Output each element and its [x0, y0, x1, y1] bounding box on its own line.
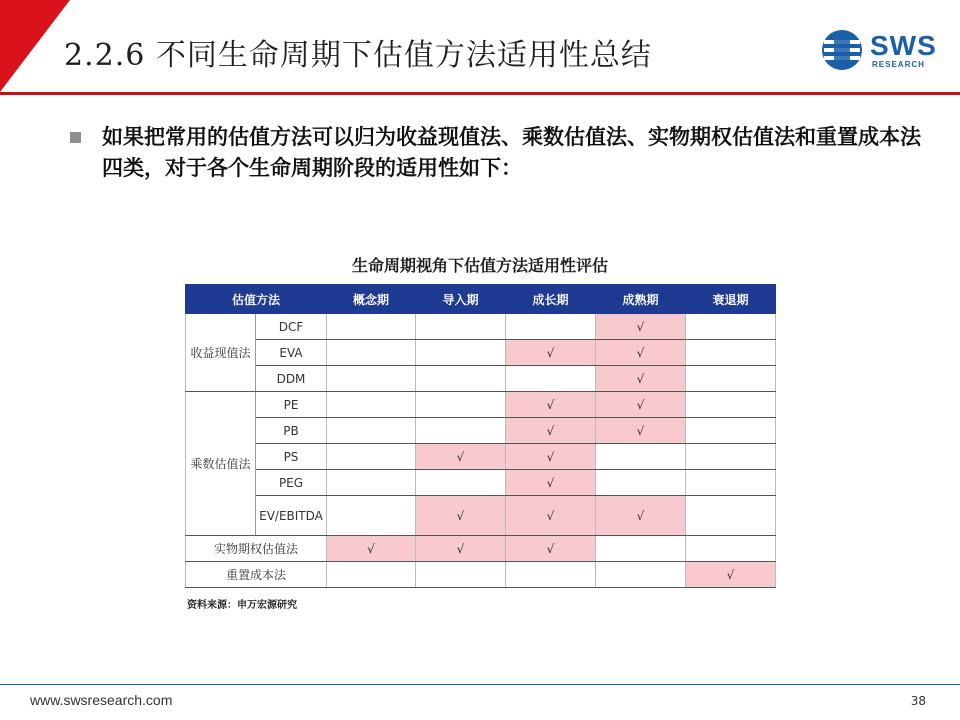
empty-cell	[327, 392, 416, 418]
sws-logo	[820, 28, 940, 74]
logo-emblem-icon	[820, 28, 864, 72]
method-label: PE	[256, 392, 327, 418]
check-cell: √	[506, 444, 596, 470]
method-label: EV/EBITDA	[256, 496, 327, 536]
check-cell: √	[596, 314, 686, 340]
empty-cell	[416, 470, 506, 496]
check-cell: √	[416, 536, 506, 562]
column-header: 导入期	[416, 285, 506, 314]
empty-cell	[327, 418, 416, 444]
empty-cell	[686, 536, 776, 562]
table-row	[186, 392, 776, 418]
column-header: 估值方法	[186, 285, 327, 314]
column-header: 概念期	[327, 285, 416, 314]
empty-cell	[327, 444, 416, 470]
empty-cell	[416, 562, 506, 588]
check-cell: √	[596, 418, 686, 444]
empty-cell	[686, 496, 776, 536]
empty-cell	[327, 314, 416, 340]
empty-cell	[506, 314, 596, 340]
empty-cell	[416, 392, 506, 418]
check-cell: √	[506, 496, 596, 536]
empty-cell	[327, 562, 416, 588]
table-row	[186, 470, 776, 496]
method-label: DCF	[256, 314, 327, 340]
empty-cell	[327, 470, 416, 496]
check-cell: √	[596, 392, 686, 418]
method-label: PEG	[256, 470, 327, 496]
empty-cell	[686, 470, 776, 496]
table-row	[186, 340, 776, 366]
table-row	[186, 314, 776, 340]
column-header: 成长期	[506, 285, 596, 314]
empty-cell	[686, 392, 776, 418]
empty-cell	[416, 418, 506, 444]
group-label: 重置成本法	[186, 562, 327, 588]
empty-cell	[686, 418, 776, 444]
check-cell: √	[506, 470, 596, 496]
empty-cell	[596, 470, 686, 496]
logo-sub-text: RESEARCH	[872, 60, 925, 69]
check-cell: √	[506, 392, 596, 418]
check-cell: √	[416, 496, 506, 536]
method-label: EVA	[256, 340, 327, 366]
empty-cell	[327, 496, 416, 536]
empty-cell	[416, 366, 506, 392]
group-label: 乘数估值法	[186, 392, 256, 536]
check-cell: √	[506, 418, 596, 444]
table-header-row	[186, 285, 776, 314]
header-red-corner	[0, 0, 70, 92]
empty-cell	[596, 536, 686, 562]
table-row	[186, 496, 776, 536]
source-note: 资料来源：申万宏源研究	[187, 600, 297, 611]
check-cell: √	[416, 444, 506, 470]
method-label: PS	[256, 444, 327, 470]
table-title: 生命周期视角下估值方法适用性评估	[351, 256, 608, 275]
table-row	[186, 536, 776, 562]
footer-url[interactable]: www.swsresearch.com	[30, 692, 173, 708]
empty-cell	[596, 562, 686, 588]
empty-cell	[506, 562, 596, 588]
footer-divider	[0, 684, 960, 685]
empty-cell	[686, 366, 776, 392]
check-cell: √	[686, 562, 776, 588]
empty-cell	[506, 366, 596, 392]
table-row	[186, 418, 776, 444]
valuation-table	[185, 284, 776, 588]
page-title: 2.2.6 不同生命周期下估值方法适用性总结	[64, 38, 652, 73]
check-cell: √	[327, 536, 416, 562]
table-row	[186, 366, 776, 392]
logo-brand-text: SWS	[870, 30, 937, 61]
empty-cell	[596, 444, 686, 470]
group-label: 收益现值法	[186, 314, 256, 392]
check-cell: √	[506, 536, 596, 562]
bullet-square-icon	[70, 132, 81, 143]
page-number: 38	[910, 694, 926, 708]
empty-cell	[327, 340, 416, 366]
bullet-text: 如果把常用的估值方法可以归为收益现值法、乘数估值法、实物期权估值法和重置成本法四类，对于各个生命周期阶段的适用性如下：	[102, 125, 921, 180]
empty-cell	[686, 340, 776, 366]
header-divider	[0, 92, 960, 95]
method-label: DDM	[256, 366, 327, 392]
table-row	[186, 444, 776, 470]
column-header: 成熟期	[596, 285, 686, 314]
check-cell: √	[596, 366, 686, 392]
method-label: PB	[256, 418, 327, 444]
empty-cell	[686, 314, 776, 340]
check-cell: √	[506, 340, 596, 366]
group-label: 实物期权估值法	[186, 536, 327, 562]
empty-cell	[416, 340, 506, 366]
empty-cell	[686, 444, 776, 470]
empty-cell	[416, 314, 506, 340]
table-row	[186, 562, 776, 588]
empty-cell	[327, 366, 416, 392]
check-cell: √	[596, 496, 686, 536]
check-cell: √	[596, 340, 686, 366]
column-header: 衰退期	[686, 285, 776, 314]
